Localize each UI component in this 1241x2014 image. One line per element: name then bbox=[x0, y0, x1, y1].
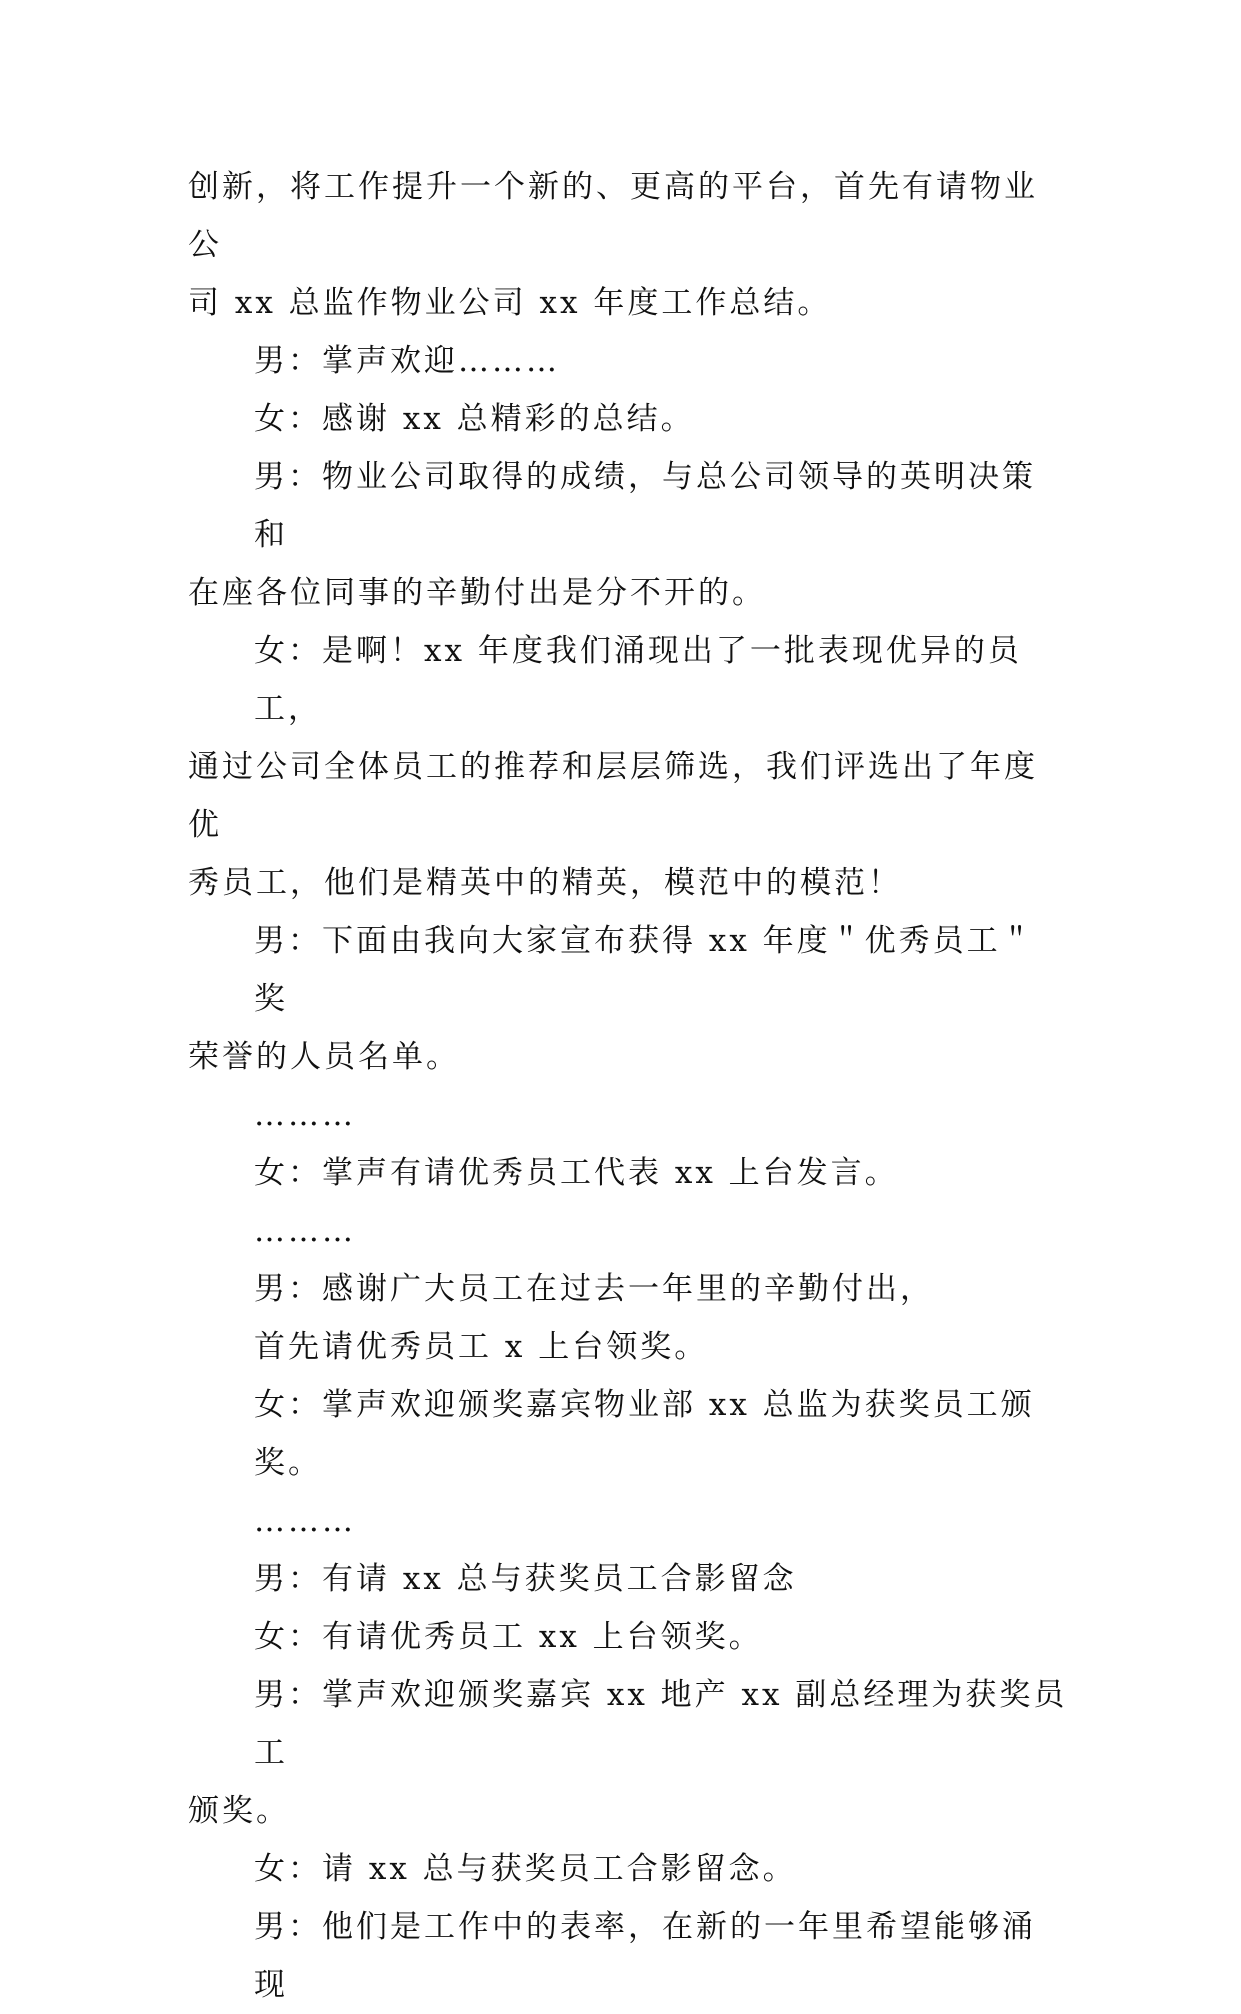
paragraph bbox=[188, 1898, 1068, 2014]
text-line: 男：下面由我向大家宣布获得 xx 年度＂优秀员工＂奖 bbox=[254, 923, 1035, 1017]
text-line: 男：物业公司取得的成绩，与总公司领导的英明决策和 bbox=[254, 459, 1036, 553]
paragraph bbox=[188, 622, 1068, 912]
paragraph bbox=[188, 332, 1068, 390]
text-line: ……… bbox=[254, 1503, 356, 1539]
text-line: 在座各位同事的辛勤付出是分不开的。 bbox=[188, 575, 766, 611]
text-line: 秀员工，他们是精英中的精英，模范中的模范！ bbox=[188, 865, 902, 901]
paragraph bbox=[188, 1840, 1068, 1898]
text-line: 司 xx 总监作物业公司 xx 年度工作总结。 bbox=[188, 285, 832, 321]
text-line: 女：请 xx 总与获奖员工合影留念。 bbox=[254, 1851, 797, 1887]
text-line: 荣誉的人员名单。 bbox=[188, 1039, 460, 1075]
text-line: 男：感谢广大员工在过去一年里的辛勤付出， bbox=[254, 1271, 934, 1307]
text-line: 男：掌声欢迎颁奖嘉宾 xx 地产 xx 副总经理为获奖员工 bbox=[254, 1677, 1068, 1771]
paragraph bbox=[188, 1666, 1068, 1840]
text-line: 创新，将工作提升一个新的、更高的平台，首先有请物业公 bbox=[188, 169, 1038, 263]
text-line: 女：是啊！xx 年度我们涌现出了一批表现优异的员工， bbox=[254, 633, 1022, 727]
paragraph bbox=[188, 1608, 1068, 1666]
text-line: ……… bbox=[254, 1097, 356, 1133]
paragraph bbox=[188, 1086, 1068, 1144]
text-line: 颁奖。 bbox=[188, 1793, 290, 1829]
paragraph bbox=[188, 158, 1068, 332]
paragraph bbox=[188, 1550, 1068, 1608]
paragraph bbox=[188, 1260, 1068, 1318]
text-line: 女：感谢 xx 总精彩的总结。 bbox=[254, 401, 695, 437]
text-line: 女：有请优秀员工 xx 上台领奖。 bbox=[254, 1619, 763, 1655]
paragraph bbox=[188, 1376, 1068, 1492]
text-line: 男：有请 xx 总与获奖员工合影留念 bbox=[254, 1561, 797, 1597]
text-line: ……… bbox=[254, 1213, 356, 1249]
text-line: 男：他们是工作中的表率，在新的一年里希望能够涌现 bbox=[254, 1909, 1036, 2003]
document-body bbox=[188, 158, 1068, 2014]
text-line: 男：掌声欢迎……… bbox=[254, 343, 560, 379]
paragraph bbox=[188, 1318, 1068, 1376]
paragraph bbox=[188, 390, 1068, 448]
text-line: 女：掌声欢迎颁奖嘉宾物业部 xx 总监为获奖员工颁奖。 bbox=[254, 1387, 1035, 1481]
text-line: 首先请优秀员工 x 上台领奖。 bbox=[254, 1329, 709, 1365]
paragraph bbox=[188, 1202, 1068, 1260]
paragraph bbox=[188, 448, 1068, 622]
paragraph bbox=[188, 1144, 1068, 1202]
paragraph bbox=[188, 912, 1068, 1086]
text-line: 通过公司全体员工的推荐和层层筛选，我们评选出了年度优 bbox=[188, 749, 1038, 843]
paragraph bbox=[188, 1492, 1068, 1550]
text-line: 女：掌声有请优秀员工代表 xx 上台发言。 bbox=[254, 1155, 899, 1191]
